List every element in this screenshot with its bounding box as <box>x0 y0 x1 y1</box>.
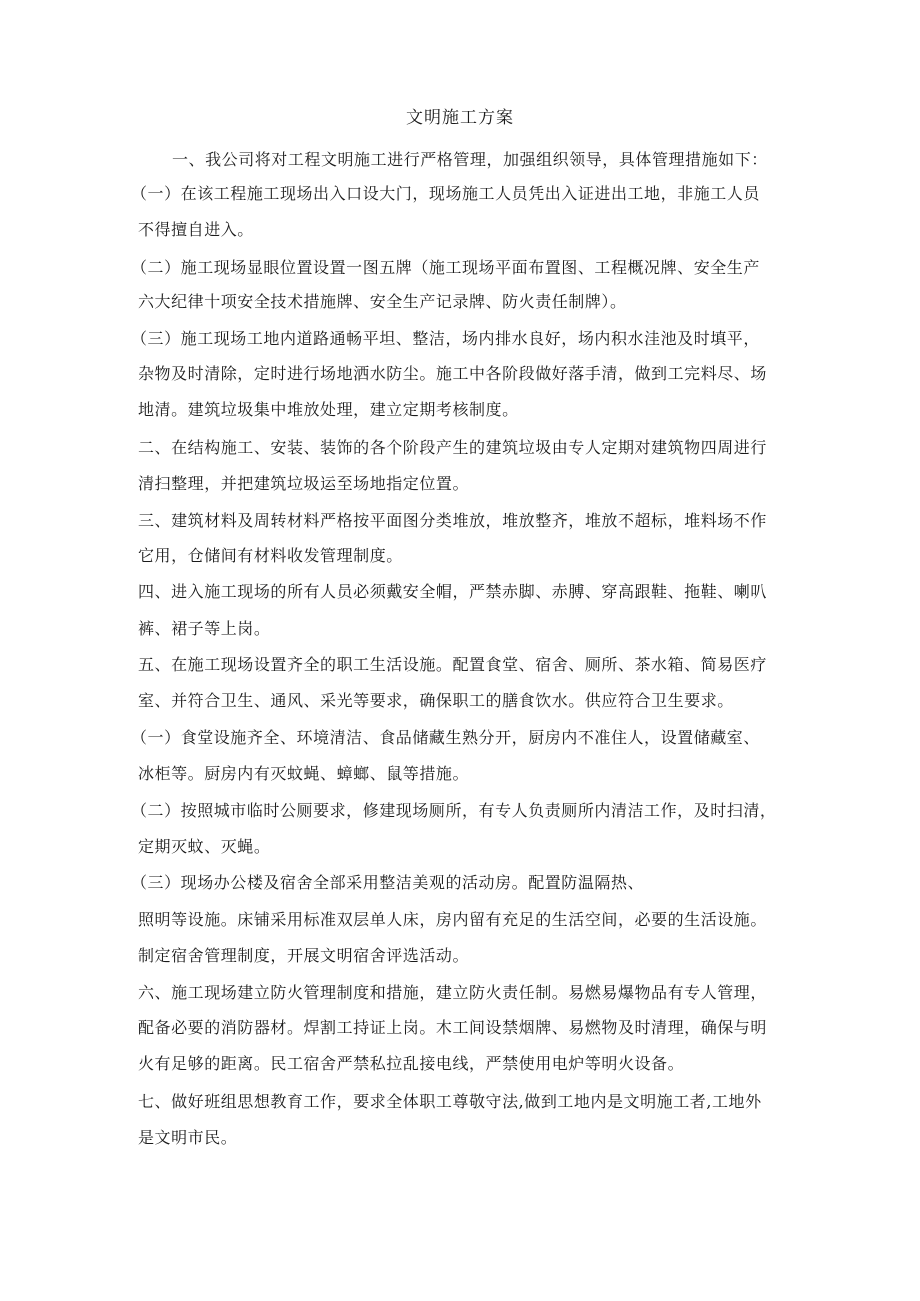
text-line: 一、我公司将对工程文明施工进行严格管理，加强组织领导，具体管理措施如下： <box>172 150 768 169</box>
text-line: 地清。建筑垃圾集中堆放处理，建立定期考核制度。 <box>138 400 519 419</box>
document-title: 文明施工方案 <box>406 108 514 128</box>
text-line: 三、建筑材料及周转材料严格按平面图分类堆放，堆放整齐，堆放不超标，堆料场不作 <box>138 511 767 530</box>
text-line: （三）施工现场工地内道路通畅平坦、整洁，场内排水良好，场内积水洼池及时填平， <box>131 329 760 348</box>
text-line: （一）食堂设施齐全、环境清洁、食品储藏生熟分开，厨房内不准住人，设置储藏室、 <box>131 728 760 747</box>
text-line: 裤、裙子等上岗。 <box>138 619 271 638</box>
text-line: 冰柜等。厨房内有灭蚊蝇、蟑螂、鼠等措施。 <box>138 764 470 783</box>
text-line: 杂物及时清除，定时进行场地洒水防尘。施工中各阶段做好落手清，做到工完料尽、场 <box>138 364 767 383</box>
text-line: 定期灭蚊、灭蝇。 <box>138 837 271 856</box>
text-line: 制定宿舍管理制度，开展文明宿舍评选活动。 <box>138 946 470 965</box>
text-line: 照明等设施。床铺采用标准双层单人床，房内留有充足的生活空间，必要的生活设施。 <box>138 910 767 929</box>
text-line: （三）现场办公楼及宿舍全部采用整洁美观的活动房。配置防温隔热、 <box>131 873 645 892</box>
text-line: （二）施工现场显眼位置设置一图五牌（施工现场平面布置图、工程概况牌、安全生产 <box>131 258 760 277</box>
text-line: 它用，仓储间有材料收发管理制度。 <box>138 546 403 565</box>
text-line: 二、在结构施工、安装、装饰的各个阶段产生的建筑垃圾由专人定期对建筑物四周进行 <box>138 438 767 457</box>
text-line: 火有足够的距离。民工宿舍严禁私拉乱接电线，严禁使用电炉等明火设备。 <box>138 1054 685 1073</box>
text-line: 是文明市民。 <box>138 1128 238 1147</box>
text-line: 室、并符合卫生、通风、采光等要求，确保职工的膳食饮水。供应符合卫生要求。 <box>138 691 734 710</box>
text-line: 七、做好班组思想教育工作，要求全体职工尊敬守法,做到工地内是文明施工者,工地外 <box>138 1092 762 1111</box>
text-line: 六大纪律十项安全技术措施牌、安全生产记录牌、防火责任制牌）。 <box>138 292 627 311</box>
text-line: 清扫整理，并把建筑垃圾运至场地指定位置。 <box>138 474 470 493</box>
text-line: 五、在施工现场设置齐全的职工生活设施。配置食堂、宿舍、厕所、茶水箱、简易医疗 <box>138 655 767 674</box>
text-line: 六、施工现场建立防火管理制度和措施，建立防火责任制。易燃易爆物品有专人管理， <box>138 983 767 1002</box>
text-line: 四、进入施工现场的所有人员必须戴安全帽，严禁赤脚、赤膊、穿高跟鞋、拖鞋、喇叭 <box>138 582 767 601</box>
text-line: 配备必要的消防器材。焊割工持证上岗。木工间设禁烟牌、易燃物及时清理，确保与明 <box>138 1018 767 1037</box>
text-line: 不得擅自进入。 <box>138 220 254 239</box>
text-line: （一）在该工程施工现场出入口设大门，现场施工人员凭出入证进出工地，非施工人员 <box>131 184 760 203</box>
text-line: （二）按照城市临时公厕要求，修建现场厕所，有专人负责厕所内清洁工作，及时扫清， <box>131 801 777 820</box>
